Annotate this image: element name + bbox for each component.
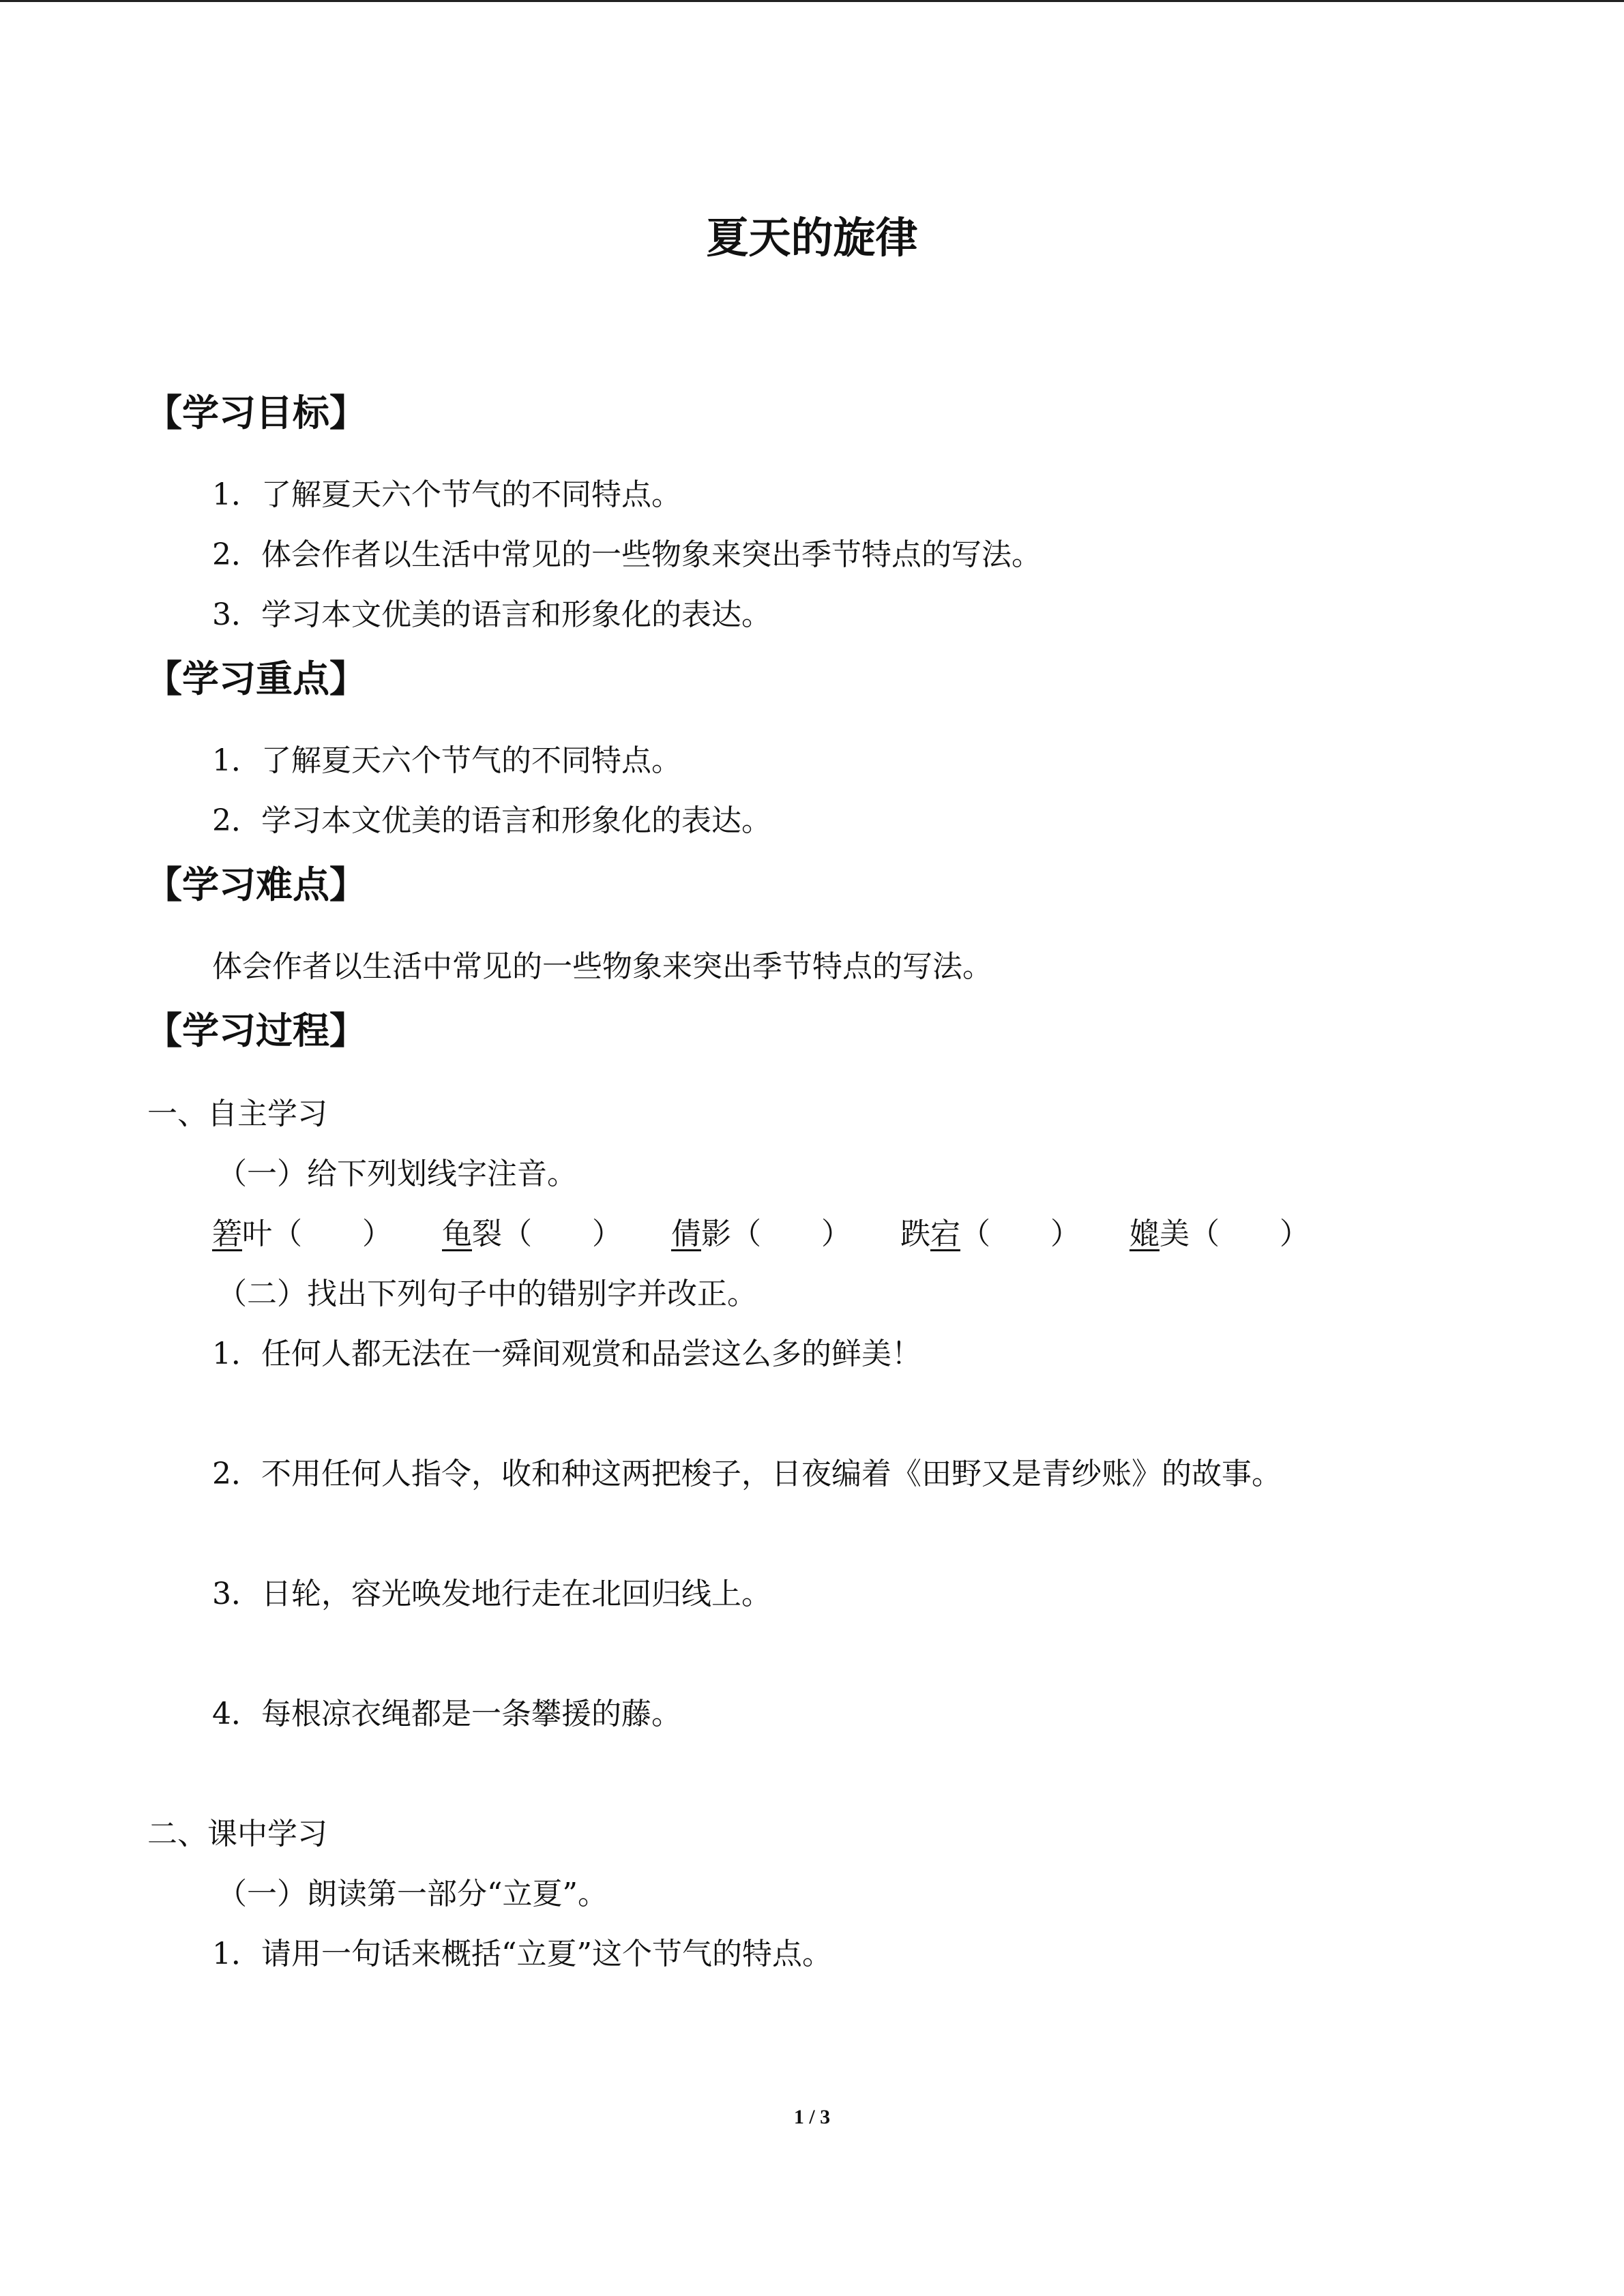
page-top-border <box>0 0 1624 2</box>
heading-process: 【学习过程】 <box>145 1009 366 1052</box>
part2-q1-title: （一）朗读第一部分“立夏”。 <box>217 1877 608 1911</box>
part1-q2-title: （二）找出下列句子中的错别字并改正。 <box>217 1277 757 1311</box>
pinyin-exercise-row <box>0 1219 1624 1260</box>
underlined-char: 倩 <box>671 1217 701 1251</box>
heading-key-points: 【学习重点】 <box>145 657 366 700</box>
underlined-char: 箬 <box>212 1217 242 1251</box>
page-title: 夏天的旋律 <box>706 213 918 263</box>
difficulty-text: 体会作者以生活中常见的一些物象来突出季节特点的写法。 <box>212 949 992 984</box>
page-number: 1 / 3 <box>793 2106 831 2128</box>
part1-q1-title: （一）给下列划线字注音。 <box>217 1157 577 1191</box>
heading-difficulties: 【学习难点】 <box>145 863 366 906</box>
pinyin-rest: 叶（ ） <box>242 1217 392 1251</box>
pinyin-item-5 <box>1130 1219 1310 1249</box>
correction-item-2: 2．不用任何人指令，收和种这两把梭子，日夜编着《田野又是青纱账》的故事。 <box>212 1457 1282 1491</box>
part2-title: 二、课中学习 <box>147 1817 327 1851</box>
pinyin-item-2 <box>442 1219 622 1249</box>
objective-item-2: 2．体会作者以生活中常见的一些物象来突出季节特点的写法。 <box>212 537 1042 572</box>
pinyin-rest: （ ） <box>960 1217 1080 1251</box>
underlined-char: 宕 <box>930 1217 960 1251</box>
pinyin-rest: 裂（ ） <box>472 1217 622 1251</box>
heading-objectives: 【学习目标】 <box>145 391 366 434</box>
part2-q1-item: 1．请用一句话来概括“立夏”这个节气的特点。 <box>212 1937 832 1971</box>
pinyin-item-4 <box>900 1219 1080 1249</box>
correction-item-4: 4．每根凉衣绳都是一条攀援的藤。 <box>212 1697 681 1731</box>
pinyin-rest: 影（ ） <box>701 1217 851 1251</box>
pinyin-pre: 跌 <box>900 1217 930 1251</box>
part1-title: 一、自主学习 <box>147 1097 327 1131</box>
correction-item-1: 1．任何人都无法在一舜间观赏和品尝这么多的鲜美！ <box>212 1337 921 1371</box>
underlined-char: 媲 <box>1130 1217 1160 1251</box>
correction-item-3: 3．日轮，容光唤发地行走在北回归线上。 <box>212 1577 771 1611</box>
pinyin-rest: 美（ ） <box>1160 1217 1310 1251</box>
pinyin-item-1 <box>212 1219 392 1249</box>
objective-item-3: 3．学习本文优美的语言和形象化的表达。 <box>212 597 771 632</box>
pinyin-item-3 <box>671 1219 851 1249</box>
underlined-char: 龟 <box>442 1217 472 1251</box>
key-point-item-1: 1．了解夏天六个节气的不同特点。 <box>212 743 681 778</box>
key-point-item-2: 2．学习本文优美的语言和形象化的表达。 <box>212 803 771 838</box>
objective-item-1: 1．了解夏天六个节气的不同特点。 <box>212 477 681 512</box>
